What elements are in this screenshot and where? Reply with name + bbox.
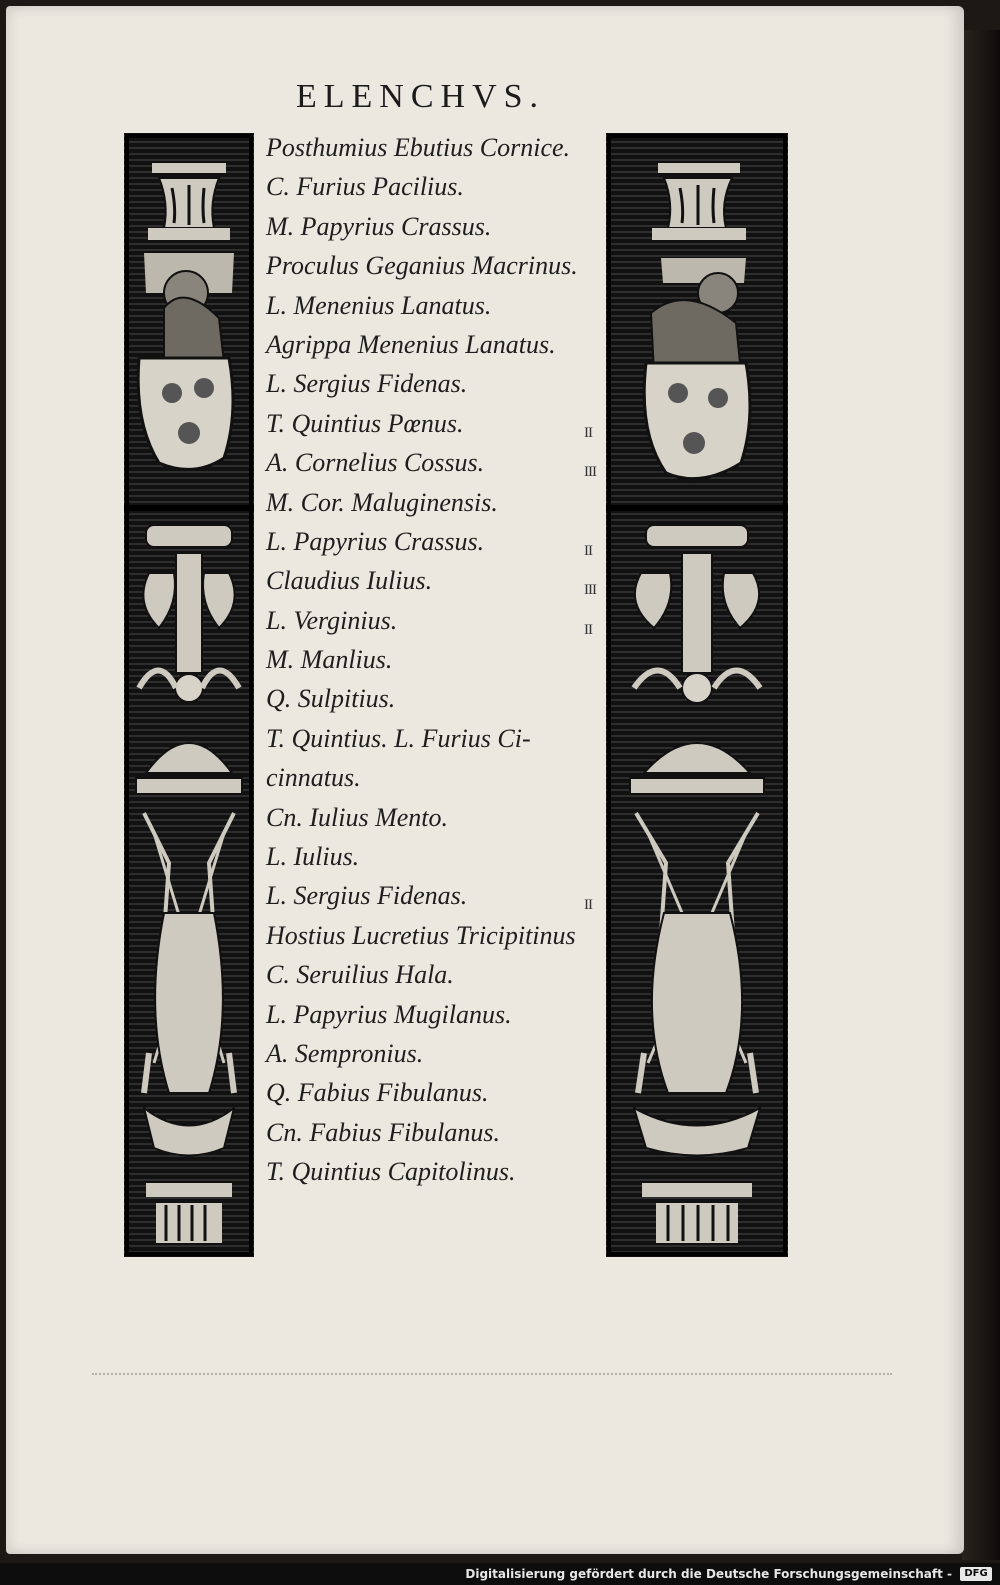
woodcut-ornament-left xyxy=(124,133,254,1257)
consul-name: T. Quintius Capitolinus. xyxy=(266,1157,516,1187)
consul-name: L. Iulius. xyxy=(266,842,360,872)
iteration-mark: III xyxy=(584,582,596,599)
consul-name: cinnatus. xyxy=(266,763,361,793)
list-item xyxy=(266,1034,606,1073)
list-item xyxy=(266,719,606,758)
book-gutter xyxy=(962,30,1000,1560)
consul-name: Agrippa Menenius Lanatus. xyxy=(266,329,556,359)
list-item xyxy=(266,837,606,876)
consul-name: L. Verginius. xyxy=(266,605,398,635)
consul-name: Claudius Iulius. xyxy=(266,566,433,596)
digitization-footer xyxy=(0,1563,1000,1585)
consul-name: Proculus Geganius Macrinus. xyxy=(266,251,578,281)
consul-name: C. Furius Pacilius. xyxy=(266,172,464,202)
consul-name: C. Seruilius Hala. xyxy=(266,960,454,990)
consul-name: L. Sergius Fidenas. xyxy=(266,881,468,911)
list-item xyxy=(266,364,606,403)
list-item xyxy=(266,758,606,797)
consul-name: M. Papyrius Crassus. xyxy=(266,211,492,241)
consul-name: A. Sempronius. xyxy=(266,1038,424,1068)
iteration-mark: II xyxy=(584,621,592,638)
consul-name: L. Menenius Lanatus. xyxy=(266,290,492,320)
consul-name: M. Manlius. xyxy=(266,645,393,675)
woodcut-pillar-left xyxy=(124,133,254,1257)
list-item xyxy=(266,443,606,482)
consul-name: Cn. Fabius Fibulanus. xyxy=(266,1117,501,1147)
list-item xyxy=(266,483,606,522)
iteration-mark: II xyxy=(584,897,592,914)
page-rule-dotted xyxy=(92,1373,892,1375)
list-item xyxy=(266,640,606,679)
list-item xyxy=(266,916,606,955)
woodcut-pillar-right xyxy=(606,133,788,1257)
list-item xyxy=(266,207,606,246)
list-item xyxy=(266,561,606,600)
consul-name: Q. Sulpitius. xyxy=(266,684,396,714)
iteration-mark: II xyxy=(584,542,592,559)
list-item xyxy=(266,286,606,325)
list-item xyxy=(266,325,606,364)
iteration-mark: II xyxy=(584,424,592,441)
list-item xyxy=(266,1073,606,1112)
book-page xyxy=(6,6,964,1554)
list-item xyxy=(266,955,606,994)
list-item xyxy=(266,404,606,443)
consul-name: Cn. Iulius Mento. xyxy=(266,802,448,832)
consul-name: L. Papyrius Crassus. xyxy=(266,526,485,556)
consul-name: Hostius Lucretius Tricipitinus xyxy=(266,920,576,950)
page-header: ELENCHVS. xyxy=(296,78,546,115)
consul-name: T. Quintius Pœnus. xyxy=(266,408,464,438)
list-item xyxy=(266,246,606,285)
list-item xyxy=(266,601,606,640)
consul-name: M. Cor. Maluginensis. xyxy=(266,487,498,517)
list-item xyxy=(266,876,606,915)
iteration-mark: III xyxy=(584,464,596,481)
woodcut-ornament-right xyxy=(606,133,788,1257)
consul-name: T. Quintius. L. Furius Ci- xyxy=(266,723,531,753)
list-item xyxy=(266,1152,606,1191)
list-item xyxy=(266,128,606,167)
list-item xyxy=(266,679,606,718)
list-item xyxy=(266,798,606,837)
list-item xyxy=(266,522,606,561)
list-item xyxy=(266,1113,606,1152)
consul-name: L. Papyrius Mugilanus. xyxy=(266,999,512,1029)
consul-name: Q. Fabius Fibulanus. xyxy=(266,1078,489,1108)
consul-name: L. Sergius Fidenas. xyxy=(266,369,468,399)
consul-list xyxy=(266,128,606,1192)
footer-text: Digitalisierung gefördert durch die Deutsche Forschungsgemeinschaft - xyxy=(465,1567,952,1581)
list-item xyxy=(266,995,606,1034)
dfg-logo-icon: DFG xyxy=(960,1567,992,1581)
consul-name: Posthumius Ebutius Cornice. xyxy=(266,133,571,162)
consul-name: A. Cornelius Cossus. xyxy=(266,448,485,478)
list-item xyxy=(266,167,606,206)
